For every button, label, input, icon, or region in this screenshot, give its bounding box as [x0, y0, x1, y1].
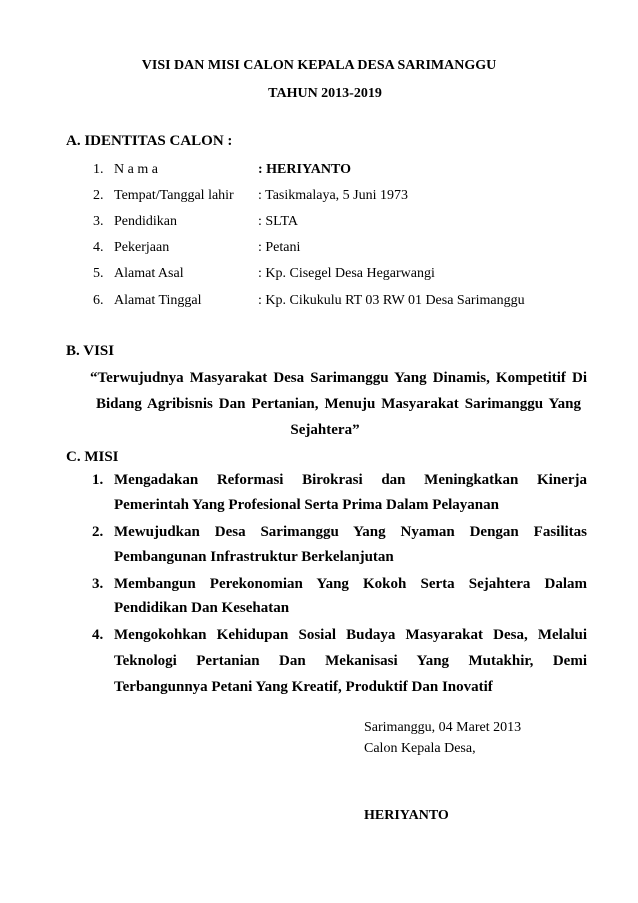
identity-value: : Tasikmalaya, 5 Juni 1973 [258, 188, 409, 203]
identity-label: Pendidikan [114, 214, 177, 229]
identity-label: N a m a [114, 162, 158, 177]
visi-line-2: Bidang Agribisnis Dan Pertanian, Menuju Masyarakat Sarimanggu Yang [96, 396, 581, 412]
title-line-2: TAHUN 2013-2019 [268, 86, 382, 101]
misi-line: Pemerintah Yang Profesional Serta Prima Dalam Pelayanan [114, 497, 499, 513]
identity-value: : SLTA [258, 214, 298, 229]
misi-line: Membangun Perekonomian Yang Kokoh Serta Sejahtera Dalam [114, 576, 587, 592]
identity-num: 4. [93, 240, 104, 255]
identity-value: : Kp. Cikukulu RT 03 RW 01 Desa Sarimanggu [258, 293, 525, 308]
misi-num: 2. [92, 524, 104, 540]
section-b-heading: B. VISI [66, 343, 115, 359]
identity-value-name: : HERIYANTO [258, 162, 351, 177]
visi-line-1: “Terwujudnya Masyarakat Desa Sarimanggu Yang Dinamis, Kompetitif Di [90, 370, 587, 386]
misi-line: Mewujudkan Desa Sarimanggu Yang Nyaman Dengan Fasilitas [114, 524, 587, 540]
identity-value: : Kp. Cisegel Desa Hegarwangi [258, 266, 435, 281]
section-a-heading: A. IDENTITAS CALON : [66, 133, 233, 149]
identity-num: 2. [93, 188, 104, 203]
title-line-1: VISI DAN MISI CALON KEPALA DESA SARIMANGGU [141, 58, 497, 73]
misi-num: 3. [92, 576, 104, 592]
identity-num: 5. [93, 266, 104, 281]
identity-num: 6. [93, 293, 104, 308]
identity-label: Tempat/Tanggal lahir [114, 188, 234, 203]
misi-line: Pendidikan Dan Kesehatan [114, 600, 290, 616]
identity-label: Pekerjaan [114, 240, 170, 255]
signature-name: HERIYANTO [364, 808, 449, 823]
identity-label: Alamat Asal [114, 266, 184, 281]
identity-num: 1. [93, 162, 104, 177]
identity-label: Alamat Tinggal [114, 293, 202, 308]
misi-line: Terbangunnya Petani Yang Kreatif, Produktif Dan Inovatif [114, 679, 493, 695]
identity-num: 3. [93, 214, 104, 229]
section-c-heading: C. MISI [66, 449, 119, 465]
signature-place-date: Sarimanggu, 04 Maret 2013 [364, 720, 522, 735]
misi-line: Mengokohkan Kehidupan Sosial Budaya Masyarakat Desa, Melalui [114, 627, 587, 643]
visi-line-3: Sejahtera” [290, 422, 360, 438]
misi-line: Pembangunan Infrastruktur Berkelanjutan [114, 549, 394, 565]
identity-value: : Petani [258, 240, 301, 255]
signature-role: Calon Kepala Desa, [364, 741, 476, 756]
misi-line: Mengadakan Reformasi Birokrasi dan Meningkatkan Kinerja [114, 472, 587, 488]
misi-num: 4. [92, 627, 104, 643]
misi-line: Teknologi Pertanian Dan Mekanisasi Yang Mutakhir, Demi [114, 653, 587, 669]
misi-num: 1. [92, 472, 104, 488]
